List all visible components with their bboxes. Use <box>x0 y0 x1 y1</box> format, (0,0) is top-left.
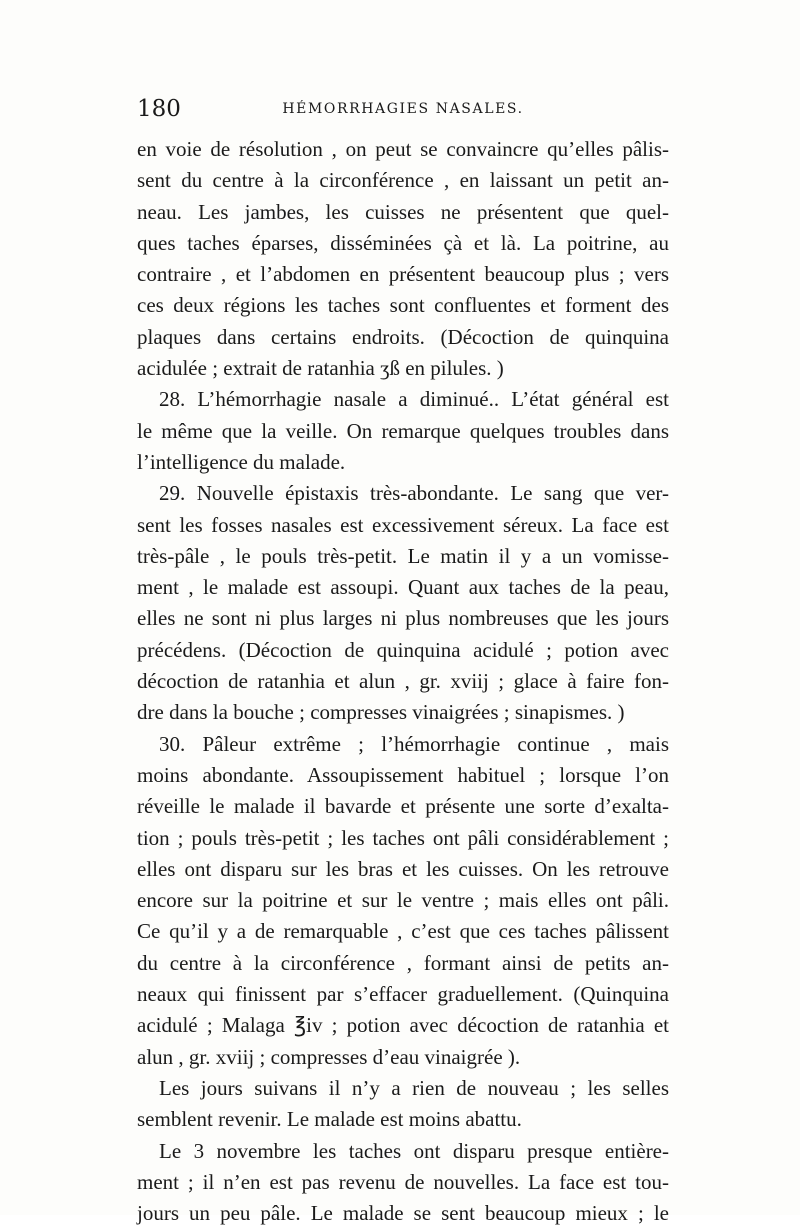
text-line: encore sur la poitrine et sur le ventre ; mais elles ont pâli. <box>137 888 669 913</box>
text-line: ment , le malade est assoupi. Quant aux taches de la peau, <box>137 575 669 600</box>
text-line: le même que la veille. On remarque quelques troubles dans <box>137 418 669 443</box>
text-line: acidulé ; Malaga ℥iv ; potion avec décoction de ratanhia et <box>137 1013 669 1038</box>
running-title: HÉMORRHAGIES NASALES. <box>282 101 524 117</box>
text-line: plaques dans certains endroits. (Décoction de quinquina <box>137 324 669 349</box>
text-line: Le 3 novembre les taches ont disparu presque entière- <box>159 1138 669 1163</box>
text-line: 28. L’hémorrhagie nasale a diminué.. L’état général est <box>159 387 669 412</box>
text-line: décoction de ratanhia et alun , gr. xviij ; glace à faire fon- <box>137 669 669 694</box>
text-line: ques taches éparses, disséminées çà et là. La poitrine, au <box>137 230 669 255</box>
text-line: Les jours suivans il n’y a rien de nouveau ; les selles <box>159 1075 669 1100</box>
text-line: ment ; il n’en est pas revenu de nouvelles. La face est tou- <box>137 1169 669 1194</box>
text-line: Ce qu’il y a de remarquable , c’est que ces taches pâlissent <box>137 919 669 944</box>
page-number: 180 <box>137 96 181 122</box>
text-line: neaux qui finissent par s’effacer graduellement. (Quinquina <box>137 982 669 1007</box>
text-line: tion ; pouls très-petit ; les taches ont pâli considérablement ; <box>137 825 669 850</box>
text-line: en voie de résolution , on peut se convaincre qu’elles pâlis- <box>137 137 669 161</box>
text-line: contraire , et l’abdomen en présentent beaucoup plus ; vers <box>137 262 669 287</box>
text-line: alun , gr. xviij ; compresses d’eau vinaigrée ). <box>137 1044 521 1069</box>
text-line: précédens. (Décoction de quinquina acidulé ; potion avec <box>137 637 669 662</box>
text-line: dre dans la bouche ; compresses vinaigrées ; sinapismes. ) <box>137 700 625 725</box>
page-header <box>137 96 669 126</box>
text-line: réveille le malade il bavarde et présente une sorte d’exalta- <box>137 794 669 819</box>
text-line: sent du centre à la circonférence , en laissant un petit an- <box>137 168 669 193</box>
text-line: semblent revenir. Le malade est moins abattu. <box>137 1107 522 1132</box>
text-line: sent les fosses nasales est excessivement séreux. La face est <box>137 512 669 537</box>
text-line: elles ont disparu sur les bras et les cuisses. On les retrouve <box>137 856 669 881</box>
text-line: du centre à la circonférence , formant ainsi de petits an- <box>137 950 669 975</box>
text-line: acidulée ; extrait de ratanhia ʒß en pilules. ) <box>137 356 504 381</box>
text-line: elles ne sont ni plus larges ni plus nombreuses que les jours <box>137 606 669 631</box>
text-line: 29. Nouvelle épistaxis très-abondante. Le sang que ver- <box>159 481 669 506</box>
text-line: neau. Les jambes, les cuisses ne présentent que quel- <box>137 199 669 224</box>
text-line: l’intelligence du malade. <box>137 449 346 474</box>
text-line: moins abondante. Assoupissement habituel ; lorsque l’on <box>137 762 669 787</box>
text-line: jours un peu pâle. Le malade se sent beaucoup mieux ; le <box>137 1201 669 1226</box>
text-line: ces deux régions les taches sont confluentes et forment des <box>137 293 669 318</box>
text-line: 30. Pâleur extrême ; l’hémorrhagie continue , mais <box>159 731 669 756</box>
text-line: très-pâle , le pouls très-petit. Le matin il y a un vomisse- <box>137 543 669 568</box>
body-text <box>137 134 669 1229</box>
